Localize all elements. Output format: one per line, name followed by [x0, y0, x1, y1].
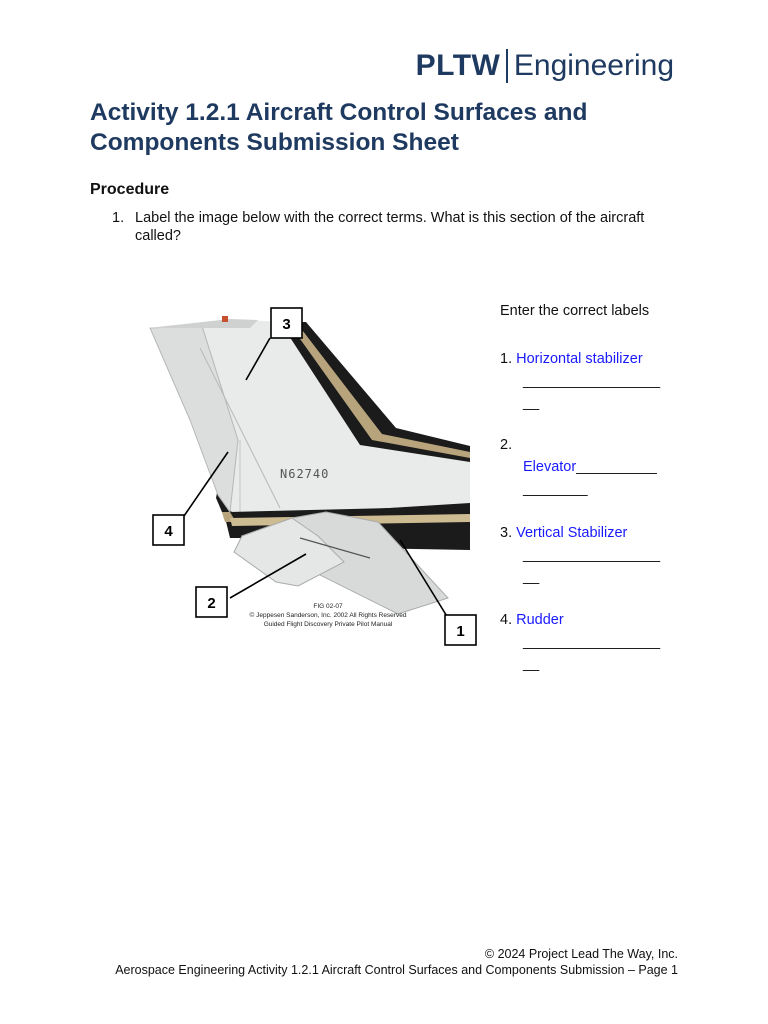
aircraft-tail-figure	[130, 300, 480, 660]
answer-blank-line: _________________	[523, 634, 661, 650]
aircraft-tail-illustration	[130, 300, 480, 660]
logo-divider	[506, 49, 508, 83]
callout-label-3: 3	[282, 316, 291, 333]
question-1	[112, 209, 682, 245]
answer-number: 1.	[500, 351, 513, 367]
logo-brand: PLTW	[415, 49, 501, 82]
answer-item-3[interactable]	[500, 522, 690, 588]
footer-page-line: Aerospace Engineering Activity 1.2.1 Aircraft Control Surfaces and Components Submission – Page 1	[115, 963, 678, 977]
answer-blank-line: __________	[576, 459, 657, 475]
page-title: Activity 1.2.1 Aircraft Control Surfaces and Components Submission Sheet	[90, 99, 588, 156]
procedure-heading: Procedure	[90, 181, 170, 198]
answer-number: 4.	[500, 612, 513, 628]
tail-number: N62740	[280, 467, 330, 481]
figure-caption-line3: Guided Flight Discovery Private Pilot Manual	[263, 621, 393, 628]
answer-item-4[interactable]	[500, 609, 690, 675]
answers-panel	[500, 300, 690, 672]
answer-blank-line: __	[523, 656, 540, 672]
answer-blank-line: ________	[523, 481, 588, 497]
beacon-light	[222, 316, 228, 322]
answer-value[interactable]: Elevator	[523, 459, 577, 475]
answer-blank-line: __	[523, 569, 540, 585]
fin-cap	[148, 319, 258, 328]
footer-copyright: © 2024 Project Lead The Way, Inc.	[484, 947, 678, 961]
answer-item-1[interactable]	[500, 348, 690, 414]
answer-value[interactable]: Vertical Stabilizer	[516, 525, 628, 541]
callout-label-1: 1	[456, 623, 465, 640]
page-footer	[115, 946, 678, 978]
figure-caption-line1: FIG 02-07	[313, 603, 343, 610]
answer-blank-line: _________________	[523, 547, 661, 563]
question-text: Label the image below with the correct terms. What is this section of the aircraft called?	[135, 210, 645, 244]
answers-prompt: Enter the correct labels	[500, 303, 650, 319]
callout-label-2: 2	[207, 595, 216, 612]
pltw-engineering-logo	[416, 46, 674, 86]
answer-value[interactable]: Rudder	[516, 612, 564, 628]
callout-label-4: 4	[164, 523, 173, 540]
answer-number: 2.	[500, 437, 513, 453]
logo-sub: Engineering	[513, 49, 674, 82]
figure-caption-line2: © Jeppesen Sanderson, Inc. 2002 All Rights Reserved	[249, 612, 407, 619]
answer-blank-line: _________________	[523, 373, 661, 389]
answer-blank-line: __	[523, 395, 540, 411]
answer-number: 3.	[500, 525, 513, 541]
question-number: 1.	[112, 210, 125, 226]
answer-item-2[interactable]	[500, 434, 690, 500]
answer-value[interactable]: Horizontal stabilizer	[516, 351, 643, 367]
